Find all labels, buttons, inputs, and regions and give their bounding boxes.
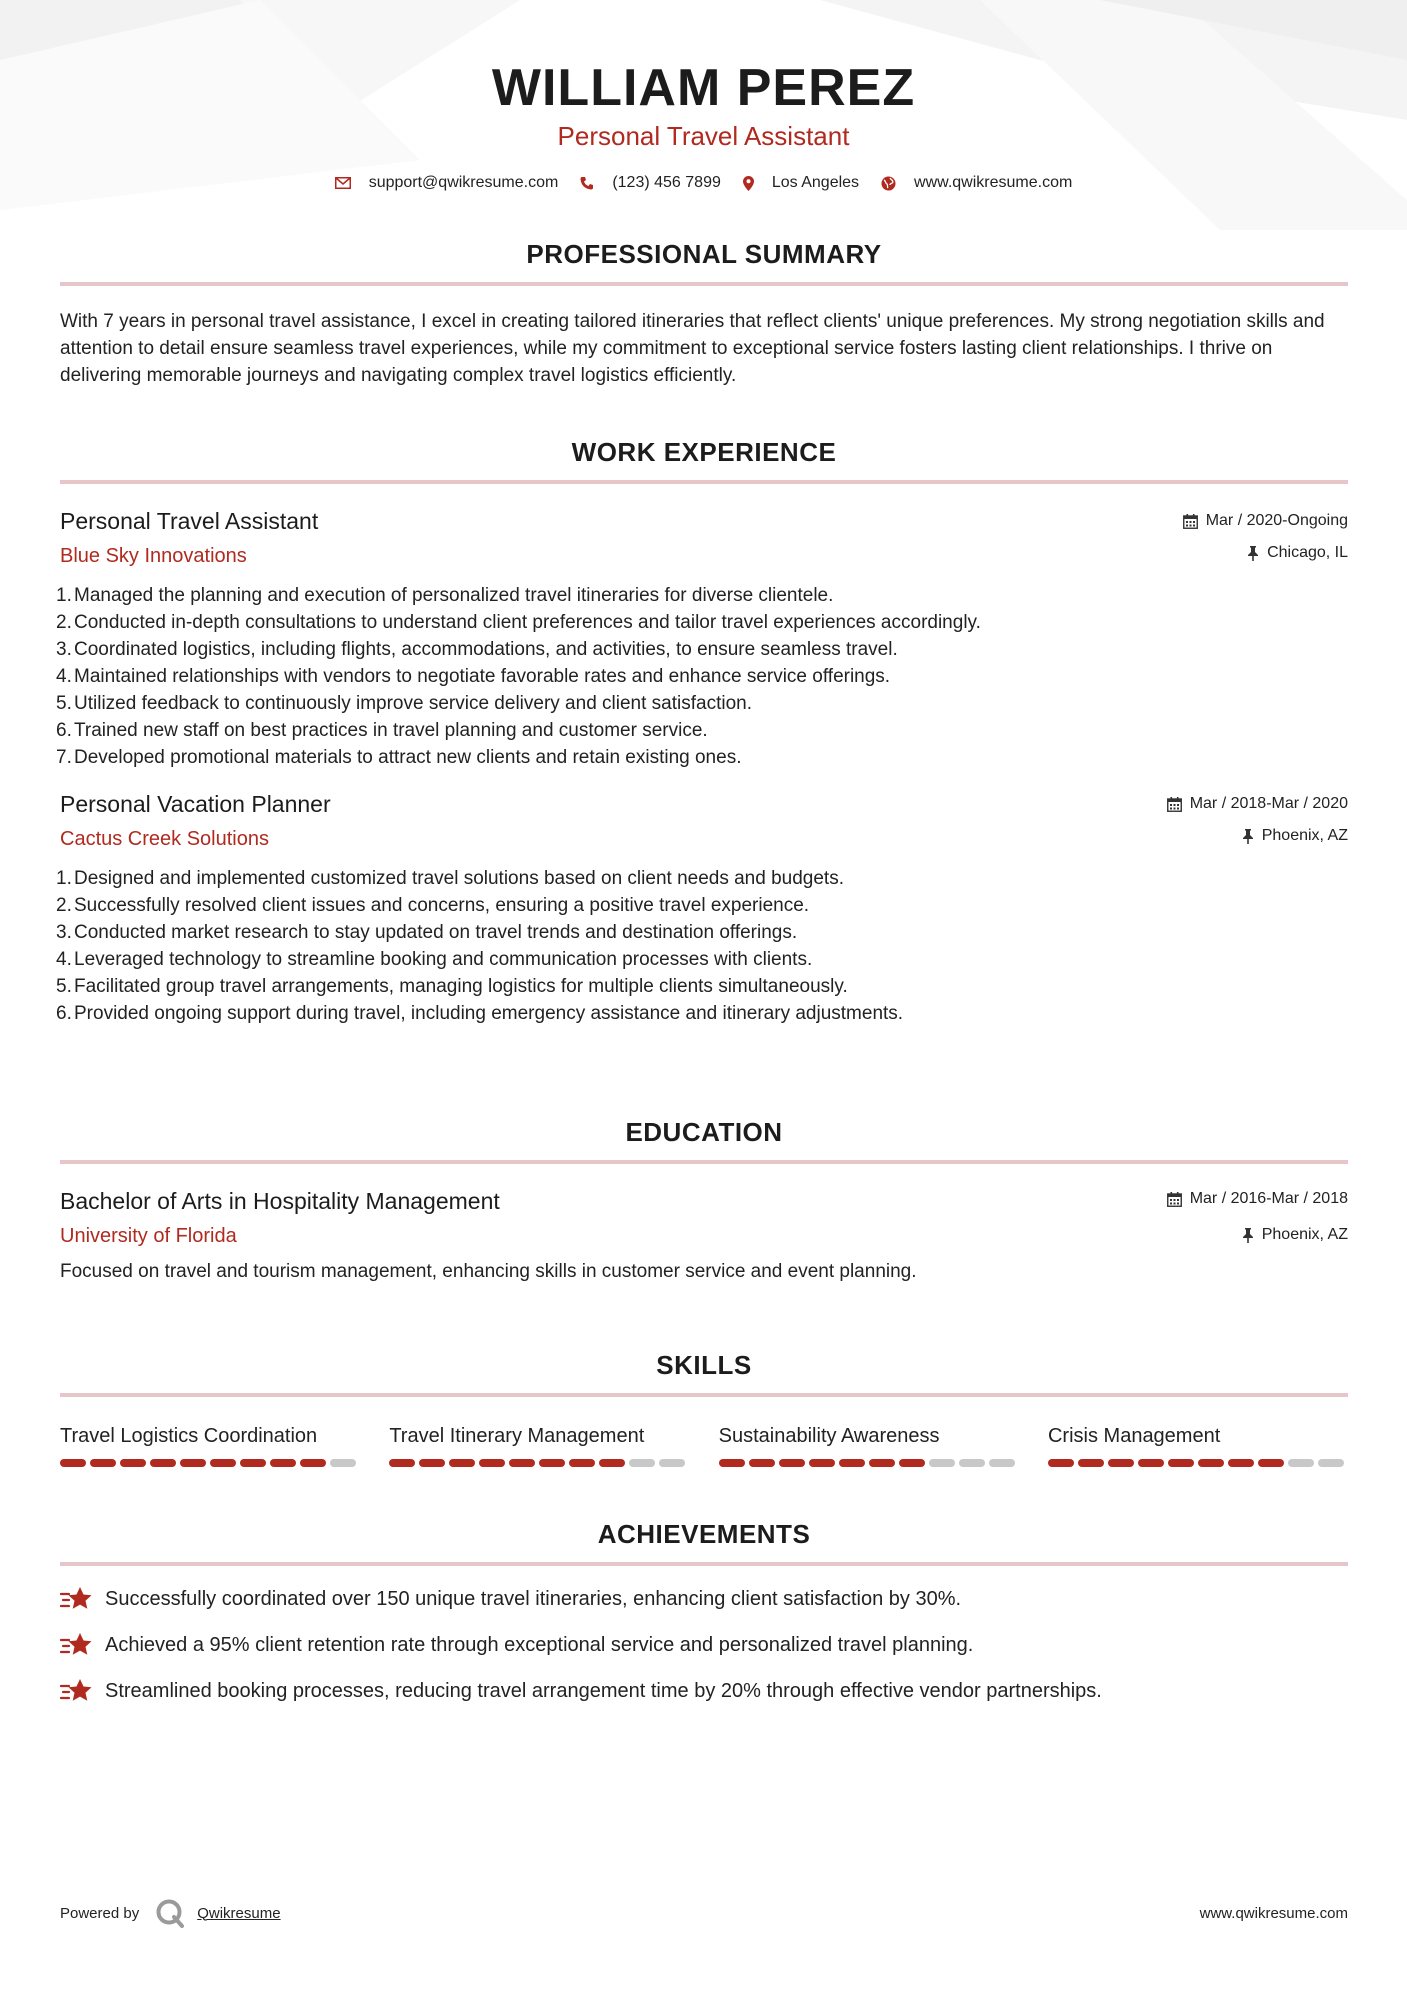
powered-by xyxy=(60,1898,281,1928)
skill-segment-filled xyxy=(1258,1459,1284,1467)
list-item: 5. Utilized feedback to continuously improve service delivery and client satisfaction. xyxy=(56,693,752,714)
school-name: University of Florida xyxy=(60,1225,237,1247)
skill-segment-empty xyxy=(989,1459,1015,1467)
footer-website-link[interactable]: www.qwikresume.com xyxy=(1199,1904,1348,1922)
education-entry xyxy=(60,1186,1348,1285)
location-text: Los Angeles xyxy=(771,174,860,191)
job-location: Phoenix, AZ xyxy=(1261,827,1348,844)
skill-segment-filled xyxy=(180,1459,206,1467)
skills-section xyxy=(60,1349,1348,1467)
achievement-item xyxy=(60,1586,1348,1612)
section-divider xyxy=(60,1562,1348,1566)
job-dates: Mar / 2018-Mar / 2020 xyxy=(1189,795,1348,812)
list-item: 4. Maintained relationships with vendors to negotiate favorable rates and enhance service offerings. xyxy=(56,666,891,687)
achievement-text: Achieved a 95% client retention rate through exceptional service and personalized travel planning. xyxy=(105,1634,974,1656)
achievements-heading: ACHIEVEMENTS xyxy=(597,1519,811,1549)
skill-segment-filled xyxy=(1078,1459,1104,1467)
skill-segment-filled xyxy=(1228,1459,1254,1467)
experience-section xyxy=(56,436,1348,1027)
contact-email[interactable] xyxy=(335,174,559,192)
job-responsibilities xyxy=(56,865,1348,1027)
calendar-icon xyxy=(1167,797,1182,812)
skill-segment-filled xyxy=(479,1459,505,1467)
phone-text: (123) 456 7899 xyxy=(612,174,721,191)
achievement-item xyxy=(60,1678,1348,1704)
skills-heading: SKILLS xyxy=(656,1350,752,1380)
skill-segment-empty xyxy=(929,1459,955,1467)
achievement-text: Successfully coordinated over 150 unique travel itineraries, enhancing client satisfaction by 30%. xyxy=(105,1588,962,1610)
skill-segment-filled xyxy=(1198,1459,1224,1467)
skill-segment-filled xyxy=(449,1459,475,1467)
experience-heading: WORK EXPERIENCE xyxy=(571,437,837,467)
summary-heading: PROFESSIONAL SUMMARY xyxy=(526,239,882,269)
job-dates: Mar / 2020-Ongoing xyxy=(1205,512,1348,529)
company-name: Blue Sky Innovations xyxy=(60,545,247,567)
list-item: 3. Conducted market research to stay updated on travel trends and destination offerings. xyxy=(56,922,798,943)
skill-segment-filled xyxy=(599,1459,625,1467)
section-divider xyxy=(60,1393,1348,1397)
skill-item xyxy=(389,1423,689,1467)
list-item: 2. Successfully resolved client issues and concerns, ensuring a positive travel experience. xyxy=(56,895,810,916)
education-dates: Mar / 2016-Mar / 2018 xyxy=(1189,1190,1348,1207)
skill-segment-filled xyxy=(719,1459,745,1467)
candidate-name: WILLIAM PEREZ xyxy=(491,59,916,117)
list-item: 1. Designed and implemented customized travel solutions based on client needs and budgets. xyxy=(56,868,844,889)
skill-segment-filled xyxy=(150,1459,176,1467)
skill-segment-empty xyxy=(330,1459,356,1467)
skill-segment-filled xyxy=(1138,1459,1164,1467)
section-divider xyxy=(60,480,1348,484)
contact-bar xyxy=(0,174,1407,192)
skill-segment-filled xyxy=(749,1459,775,1467)
contact-location xyxy=(743,174,859,192)
email-text: support@qwikresume.com xyxy=(368,174,559,191)
skill-segment-filled xyxy=(210,1459,236,1467)
skill-segment-filled xyxy=(509,1459,535,1467)
section-divider xyxy=(60,1160,1348,1164)
skill-level-bar xyxy=(60,1459,360,1467)
powered-by-label: Powered by xyxy=(60,1904,140,1922)
map-pin-icon xyxy=(743,176,754,191)
skill-item xyxy=(1048,1423,1348,1467)
company-name: Cactus Creek Solutions xyxy=(60,828,269,850)
star-badge-icon xyxy=(60,1586,93,1612)
skill-segment-filled xyxy=(300,1459,326,1467)
skill-segment-filled xyxy=(270,1459,296,1467)
job-title: Personal Vacation Planner xyxy=(60,791,331,817)
star-badge-icon xyxy=(60,1678,93,1704)
skill-segment-filled xyxy=(1048,1459,1074,1467)
skill-segment-filled xyxy=(60,1459,86,1467)
skill-item xyxy=(60,1423,360,1467)
resume-header xyxy=(0,0,1407,192)
summary-text: With 7 years in personal travel assistance, I excel in creating tailored itineraries that reflect clients' unique preferences. My strong negotiation skills and attention to detail ensure seamless travel experiences, while my commitment to exceptional service fosters lasting client relationships. I thrive on delivering memorable journeys and navigating complex travel logistics efficiently. xyxy=(60,311,1325,386)
skill-segment-empty xyxy=(1288,1459,1314,1467)
pushpin-icon xyxy=(1242,1228,1254,1243)
candidate-title: Personal Travel Assistant xyxy=(557,121,850,151)
achievement-item xyxy=(60,1632,1348,1658)
skill-segment-filled xyxy=(539,1459,565,1467)
skill-name: Crisis Management xyxy=(1047,1425,1221,1447)
skill-level-bar xyxy=(1048,1459,1348,1467)
skill-segment-filled xyxy=(419,1459,445,1467)
skill-segment-filled xyxy=(389,1459,415,1467)
skill-segment-filled xyxy=(1108,1459,1134,1467)
list-item: 2. Conducted in-depth consultations to understand client preferences and tailor travel experiences accordingly. xyxy=(56,612,981,633)
job-responsibilities xyxy=(56,582,1348,771)
pushpin-icon xyxy=(1247,546,1259,561)
qwikresume-link[interactable]: Qwikresume xyxy=(197,1904,281,1922)
skill-segment-empty xyxy=(629,1459,655,1467)
list-item: 7. Developed promotional materials to attract new clients and retain existing ones. xyxy=(56,747,742,768)
skill-segment-filled xyxy=(240,1459,266,1467)
phone-icon xyxy=(580,176,594,190)
calendar-icon xyxy=(1183,514,1198,529)
education-heading: EDUCATION xyxy=(625,1117,783,1147)
skill-segment-filled xyxy=(569,1459,595,1467)
website-text: www.qwikresume.com xyxy=(914,174,1073,191)
job-location: Chicago, IL xyxy=(1267,544,1348,561)
skill-level-bar xyxy=(719,1459,1019,1467)
skill-segment-filled xyxy=(120,1459,146,1467)
skill-item xyxy=(719,1423,1019,1467)
job-entry xyxy=(56,789,1348,1027)
pushpin-icon xyxy=(1242,829,1254,844)
list-item: 5. Facilitated group travel arrangements, managing logistics for multiple clients simultaneously. xyxy=(56,976,848,997)
star-badge-icon xyxy=(60,1632,93,1658)
skill-segment-filled xyxy=(90,1459,116,1467)
skill-segment-filled xyxy=(839,1459,865,1467)
skill-segment-empty xyxy=(1318,1459,1344,1467)
skill-name: Sustainability Awareness xyxy=(718,1425,940,1447)
skill-name: Travel Itinerary Management xyxy=(389,1425,645,1447)
list-item: 6. Trained new staff on best practices in travel planning and customer service. xyxy=(56,720,708,741)
job-title: Personal Travel Assistant xyxy=(60,508,319,534)
page-footer xyxy=(60,1898,1348,1928)
list-item: 4. Leveraged technology to streamline booking and communication processes with clients. xyxy=(56,949,813,970)
education-description: Focused on travel and tourism management, enhancing skills in customer service and event planning. xyxy=(60,1261,917,1282)
list-item: 3. Coordinated logistics, including flights, accommodations, and activities, to ensure seamless travel. xyxy=(56,639,898,660)
list-item: 1. Managed the planning and execution of personalized travel itineraries for diverse clientele. xyxy=(56,585,834,606)
skills-list xyxy=(60,1423,1348,1467)
skill-name: Travel Logistics Coordination xyxy=(60,1425,318,1447)
job-entry xyxy=(56,506,1348,771)
contact-website[interactable] xyxy=(881,174,1072,192)
skill-segment-empty xyxy=(659,1459,685,1467)
skill-level-bar xyxy=(389,1459,689,1467)
calendar-icon xyxy=(1167,1192,1182,1207)
contact-phone[interactable] xyxy=(580,174,721,192)
education-section xyxy=(60,1116,1348,1285)
list-item: 6. Provided ongoing support during travel, including emergency assistance and itinerary adjustments. xyxy=(56,1003,904,1024)
summary-section xyxy=(60,238,1348,389)
section-divider xyxy=(60,282,1348,286)
degree-name: Bachelor of Arts in Hospitality Management xyxy=(60,1188,500,1214)
skill-segment-filled xyxy=(809,1459,835,1467)
skill-segment-filled xyxy=(779,1459,805,1467)
skill-segment-filled xyxy=(1168,1459,1194,1467)
skill-segment-empty xyxy=(959,1459,985,1467)
envelope-icon xyxy=(335,177,351,189)
achievements-section xyxy=(60,1518,1348,1704)
achievement-text: Streamlined booking processes, reducing travel arrangement time by 20% through effective vendor partnerships. xyxy=(105,1680,1102,1702)
education-location: Phoenix, AZ xyxy=(1261,1226,1348,1243)
skill-segment-filled xyxy=(869,1459,895,1467)
globe-icon xyxy=(881,176,896,191)
qwikresume-logo-icon xyxy=(155,1898,185,1928)
skill-segment-filled xyxy=(899,1459,925,1467)
